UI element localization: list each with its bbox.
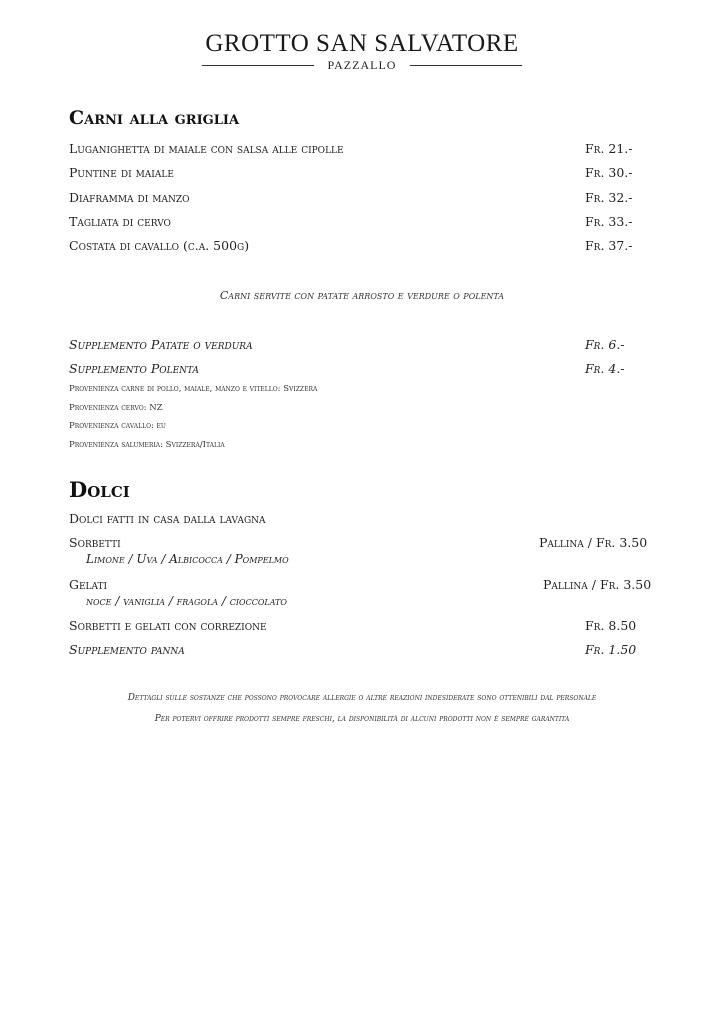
provenance-note: Provenienza cavallo: eu — [69, 421, 166, 431]
supplement-price: Fr. 4.- — [585, 361, 625, 376]
item-name: Luganighetta di maiale con salsa alle cipolle — [69, 141, 344, 156]
item-price: Pallina / Fr. 3.50 — [539, 535, 648, 550]
provenance-note: Provenienza cervo: NZ — [69, 403, 163, 413]
allergy-note: Dettagli sulle sostanze che possono provocare allergie o altre reazioni indesiderate sono ottenibili dal personale — [127, 693, 597, 703]
item-price: Fr. 21.- — [585, 141, 633, 156]
item-price: Fr. 37.- — [585, 238, 633, 253]
supplement-price: Fr. 6.- — [585, 337, 625, 352]
section-title-dolci: Dolci — [69, 477, 130, 502]
item-name: Diaframma di manzo — [69, 190, 190, 205]
gelati-flavors: noce / vaniglia / fragola / cioccolato — [86, 594, 287, 608]
item-name: Sorbetti — [69, 535, 121, 550]
subtitle-row — [0, 58, 724, 73]
item-price: Fr. 30.- — [585, 165, 633, 180]
item-name: Supplemento panna — [69, 642, 185, 657]
availability-note: Per potervi offrire prodotti sempre freschi, la disponibilità di alcuni prodotti non è sempre garantita — [154, 714, 570, 724]
item-price: Fr. 8.50 — [585, 618, 637, 633]
item-price: Fr. 32.- — [585, 190, 633, 205]
item-name: Costata di cavallo (c.a. 500g) — [69, 238, 250, 253]
item-name: Gelati — [69, 577, 108, 592]
item-price: Fr. 33.- — [585, 214, 633, 229]
provenance-note: Provenienza carne di pollo, maiale, manzo e vitello: Svizzera — [69, 384, 318, 394]
item-name: Tagliata di cervo — [69, 214, 171, 229]
served-note: Carni servite con patate arrosto e verdure o polenta — [219, 289, 505, 302]
item-price: Fr. 1.50 — [585, 642, 637, 657]
item-name: Sorbetti e gelati con correzione — [69, 618, 267, 633]
provenance-note: Provenienza salumeria: Svizzera/Italia — [69, 440, 225, 450]
restaurant-name: GROTTO SAN SALVATORE — [205, 30, 519, 57]
right-divider — [410, 65, 522, 66]
item-price: Pallina / Fr. 3.50 — [543, 577, 652, 592]
section-title-carni: Carni alla griglia — [69, 107, 240, 129]
supplement-name: Supplemento Patate o verdura — [69, 337, 253, 352]
item-name: Puntine di maiale — [69, 165, 174, 180]
menu-header — [0, 30, 724, 73]
dolci-intro-text: Dolci fatti in casa dalla lavagna — [69, 511, 266, 526]
supplement-name: Supplemento Polenta — [69, 361, 200, 376]
left-divider — [202, 65, 314, 66]
sorbetti-flavors: Limone / Uva / Albicocca / Pompelmo — [86, 552, 289, 566]
location-subtitle: PAZZALLO — [327, 58, 397, 72]
